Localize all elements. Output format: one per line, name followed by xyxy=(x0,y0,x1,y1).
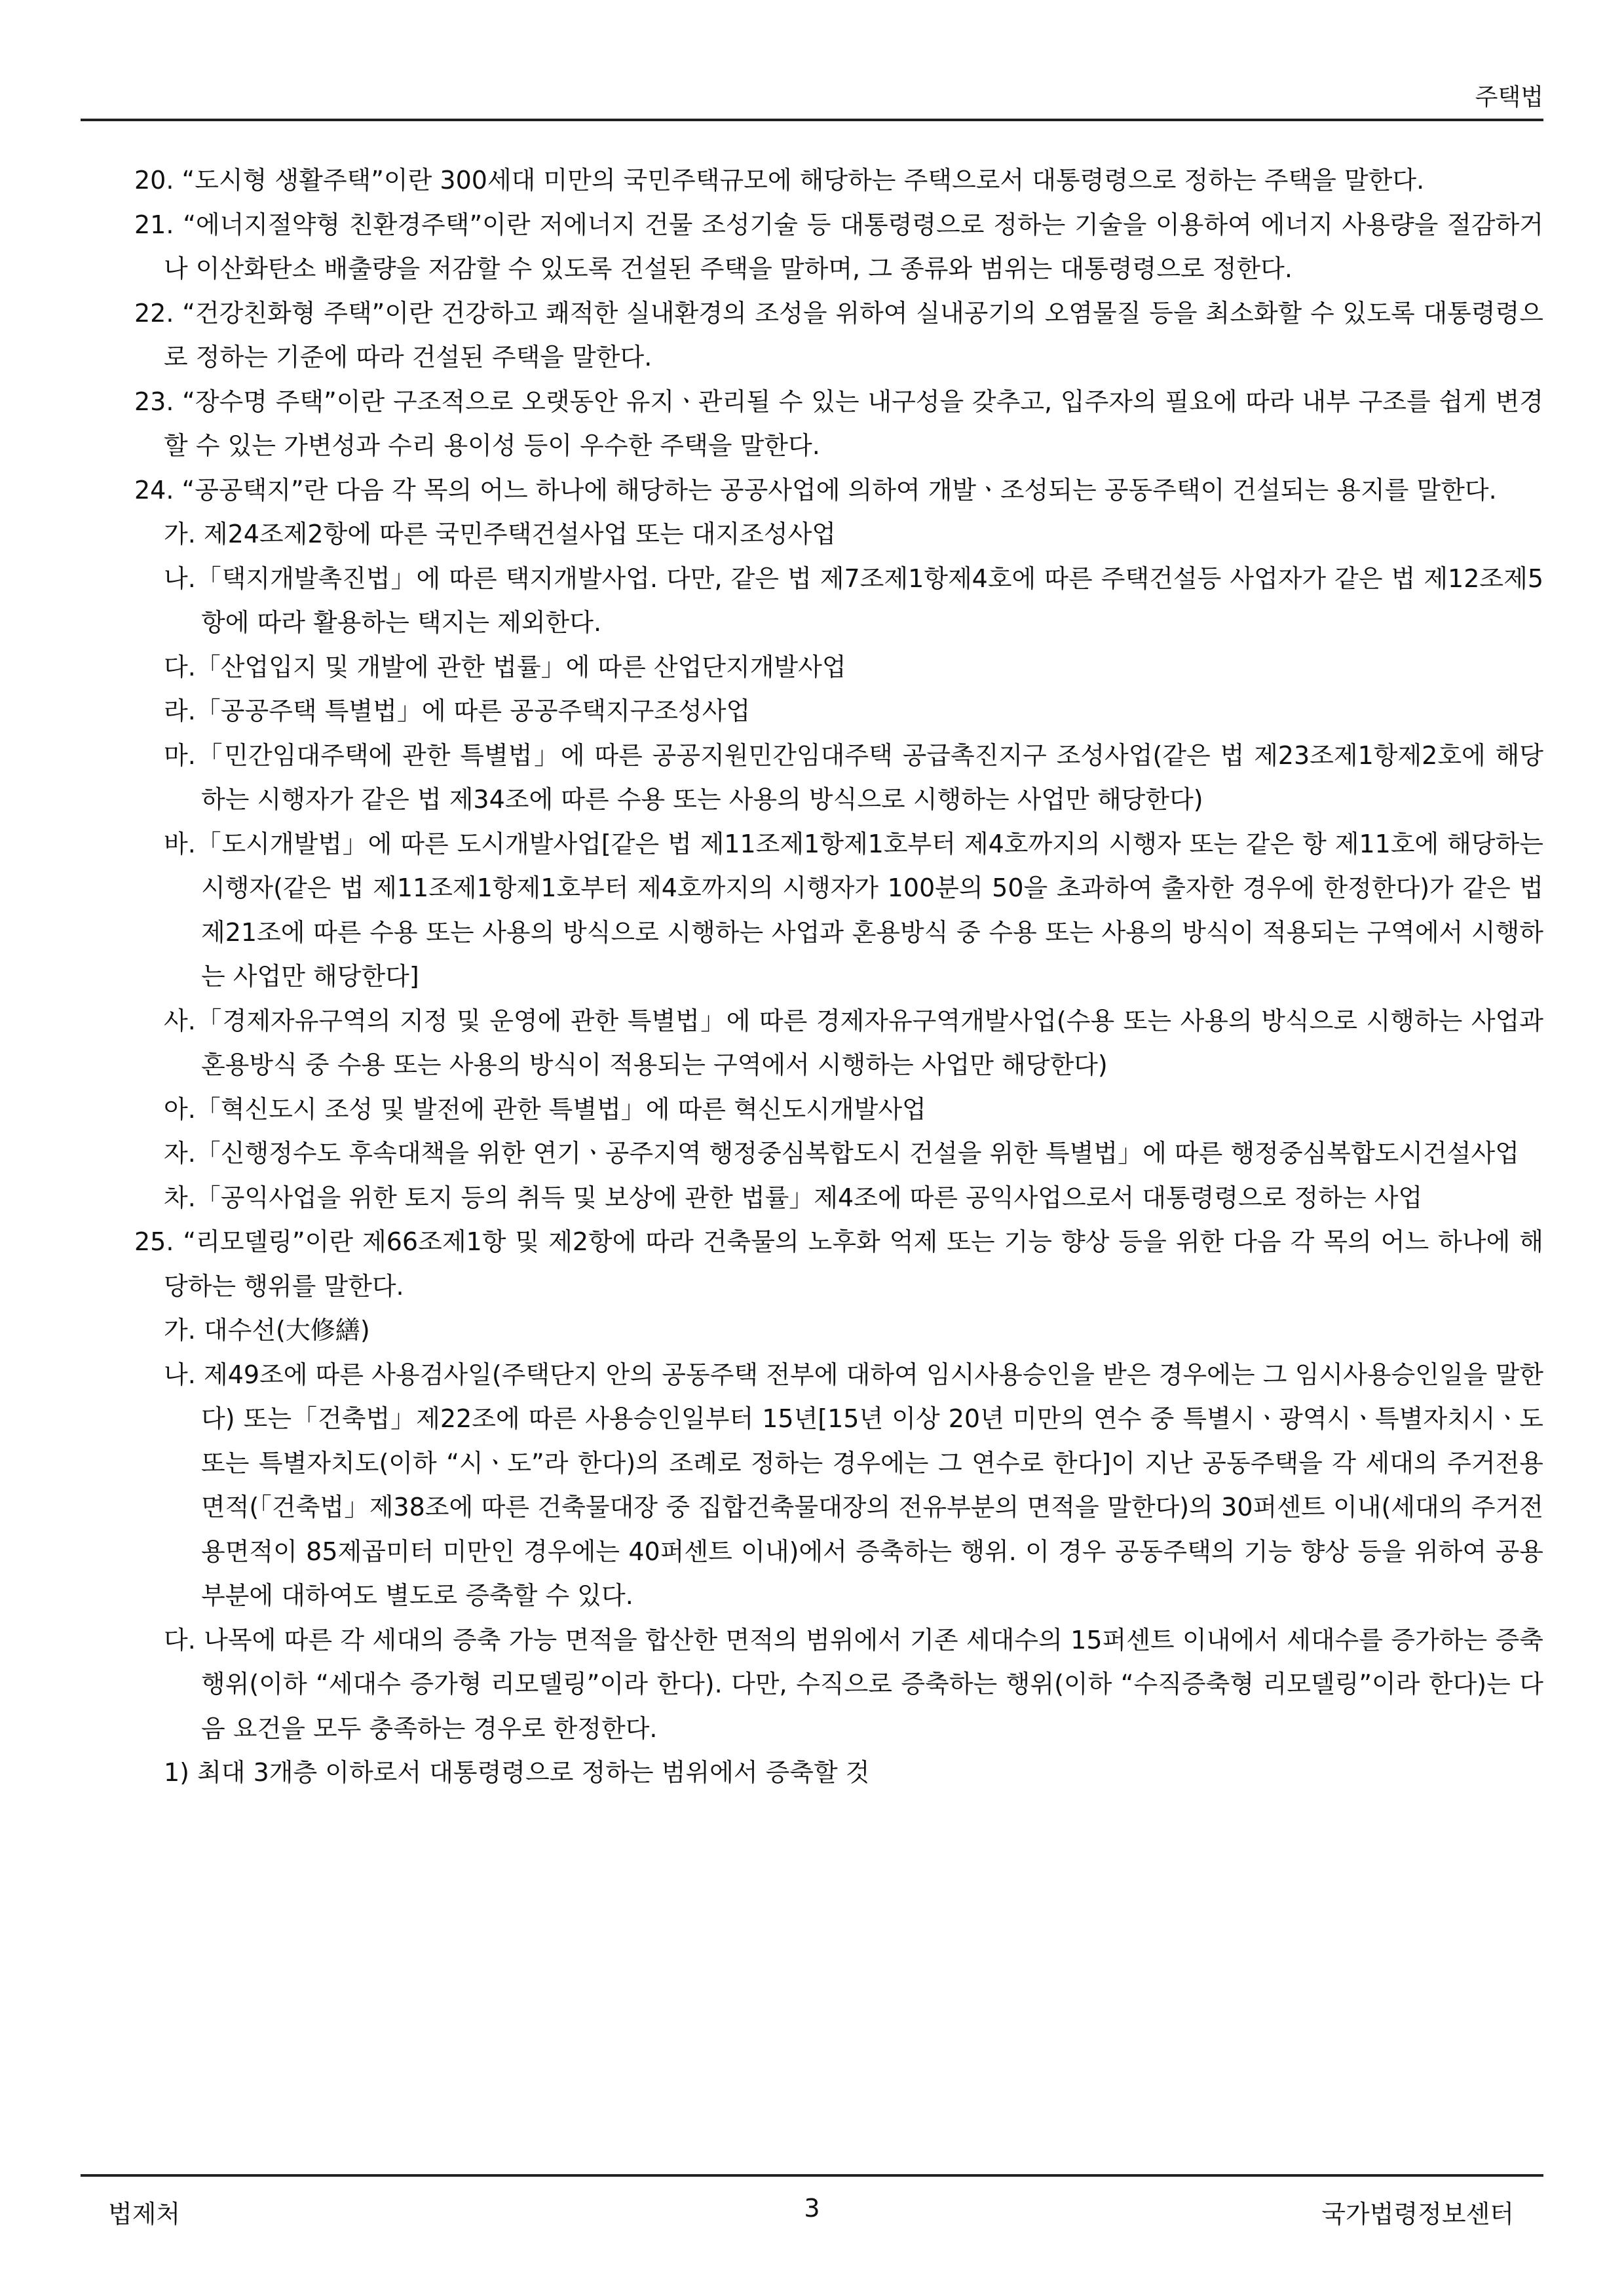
item-24-sub-na: 나.「택지개발촉진법」에 따른 택지개발사업. 다만, 같은 법 제7조제1항제4호에 따른 주택건설등 사업자가 같은 법 제12조제5항에 따라 활용하는 택지는 제외한다. xyxy=(164,564,1543,637)
item-24: 24. “공공택지”란 다음 각 목의 어느 하나에 해당하는 공공사업에 의하여 개발ㆍ조성되는 공동주택이 건설되는 용지를 말한다. xyxy=(134,475,1497,505)
footer-source: 국가법령정보센터 xyxy=(1321,2200,1514,2229)
item-25-sub-da: 다. 나목에 따른 각 세대의 증축 가능 면적을 합산한 면적의 범위에서 기존 세대수의 15퍼센트 이내에서 세대수를 증가하는 증축 행위(이하 “세대수 증가형 리모델링”이라 한다). 다만, 수직으로 증축하는 행위(이하 “수직증축형 리모델링”이라 한다)는 다음 요건을 모두 충족하는 경우로 한정한다. xyxy=(164,1625,1543,1743)
item-24-sub-da: 다.「산업입지 및 개발에 관한 법률」에 따른 산업단지개발사업 xyxy=(164,652,846,681)
item-24-sub-sa: 사.「경제자유구역의 지정 및 운영에 관한 특별법」에 따른 경제자유구역개발사업(수용 또는 사용의 방식으로 시행하는 사업과 혼용방식 중 수용 또는 사용의 방식이 적용되는 구역에서 시행하는 사업만 해당한다) xyxy=(164,1006,1543,1079)
page-number: 3 xyxy=(804,2194,820,2223)
footer-divider xyxy=(81,2174,1543,2177)
item-24-sub-ba: 바.「도시개발법」에 따른 도시개발사업[같은 법 제11조제1항제1호부터 제4호까지의 시행자 또는 같은 항 제11호에 해당하는 시행자(같은 법 제11조제1항제1호부터 제4호까지의 시행자가 100분의 50을 초과하여 출자한 경우에 한정한다)가 같은 법 제21조에 따른 수용 또는 사용의 방식으로 시행하는 사업과 혼용방식 중 수용 또는 사용의 방식이 적용되는 구역에서 시행하는 사업만 해당한다] xyxy=(164,829,1543,991)
item-20: 20. “도시형 생활주택”이란 300세대 미만의 국민주택규모에 해당하는 주택으로서 대통령령으로 정하는 주택을 말한다. xyxy=(134,166,1425,195)
item-21: 21. “에너지절약형 친환경주택”이란 저에너지 건물 조성기술 등 대통령령으로 정하는 기술을 이용하여 에너지 사용량을 절감하거나 이산화탄소 배출량을 저감할 수 있도록 건설된 주택을 말하며, 그 종류와 범위는 대통령령으로 정한다. xyxy=(134,210,1543,283)
item-24-sub-ja: 자.「신행정수도 후속대책을 위한 연기ㆍ공주지역 행정중심복합도시 건설을 위한 특별법」에 따른 행정중심복합도시건설사업 xyxy=(164,1139,1519,1168)
item-24-sub-a: 아.「혁신도시 조성 및 발전에 관한 특별법」에 따른 혁신도시개발사업 xyxy=(164,1094,926,1124)
header-divider xyxy=(81,119,1543,121)
item-23: 23. “장수명 주택”이란 구조적으로 오랫동안 유지ㆍ관리될 수 있는 내구성을 갖추고, 입주자의 필요에 따라 내부 구조를 쉽게 변경할 수 있는 가변성과 수리 용이성 등이 우수한 주택을 말한다. xyxy=(134,387,1543,460)
item-24-sub-cha: 차.「공익사업을 위한 토지 등의 취득 및 보상에 관한 법률」제4조에 따른 공익사업으로서 대통령령으로 정하는 사업 xyxy=(164,1183,1423,1212)
item-24-sub-ga: 가. 제24조제2항에 따른 국민주택건설사업 또는 대지조성사업 xyxy=(164,520,836,548)
item-22: 22. “건강친화형 주택”이란 건강하고 쾌적한 실내환경의 조성을 위하여 실내공기의 오염물질 등을 최소화할 수 있도록 대통령령으로 정하는 기준에 따라 건설된 주택을 말한다. xyxy=(134,298,1543,372)
footer-publisher: 법제처 xyxy=(108,2200,181,2229)
item-25-sub-na: 나. 제49조에 따른 사용검사일(주택단지 안의 공동주택 전부에 대하여 임시사용승인을 받은 경우에는 그 임시사용승인일을 말한다) 또는「건축법」제22조에 따른 사용승인일부터 15년[15년 이상 20년 미만의 연수 중 특별시ㆍ광역시ㆍ특별자치시ㆍ도 또는 특별자치도(이하 “시ㆍ도”라 한다)의 조례로 정하는 경우에는 그 연수로 한다]이 지난 공동주택을 각 세대의 주거전용면적(「건축법」제38조에 따른 건축물대장 중 집합건축물대장의 전유부분의 면적을 말한다)의 30퍼센트 이내(세대의 주거전용면적이 85제곱미터 미만인 경우에는 40퍼센트 이내)에서 증축하는 행위. 이 경우 공동주택의 기능 향상 등을 위하여 공용부분에 대하여도 별도로 증축할 수 있다. xyxy=(164,1360,1543,1610)
law-text-body xyxy=(134,159,1543,1795)
item-24-sub-ra: 라.「공공주택 특별법」에 따른 공공주택지구조성사업 xyxy=(164,697,751,725)
item-25-sub-da-1: 1) 최대 3개층 이하로서 대통령령으로 정하는 범위에서 증축할 것 xyxy=(164,1758,870,1787)
item-24-sub-ma: 마.「민간임대주택에 관한 특별법」에 따른 공공지원민간임대주택 공급촉진지구 조성사업(같은 법 제23조제1항제2호에 해당하는 시행자가 같은 법 제34조에 따른 수용 또는 사용의 방식으로 시행하는 사업만 해당한다) xyxy=(164,740,1543,814)
header-title: 주택법 xyxy=(1475,84,1543,111)
item-25: 25. “리모델링”이란 제66조제1항 및 제2항에 따라 건축물의 노후화 억제 또는 기능 향상 등을 위한 다음 각 목의 어느 하나에 해당하는 행위를 말한다. xyxy=(134,1227,1543,1301)
item-25-sub-ga: 가. 대수선(大修繕) xyxy=(164,1316,370,1345)
